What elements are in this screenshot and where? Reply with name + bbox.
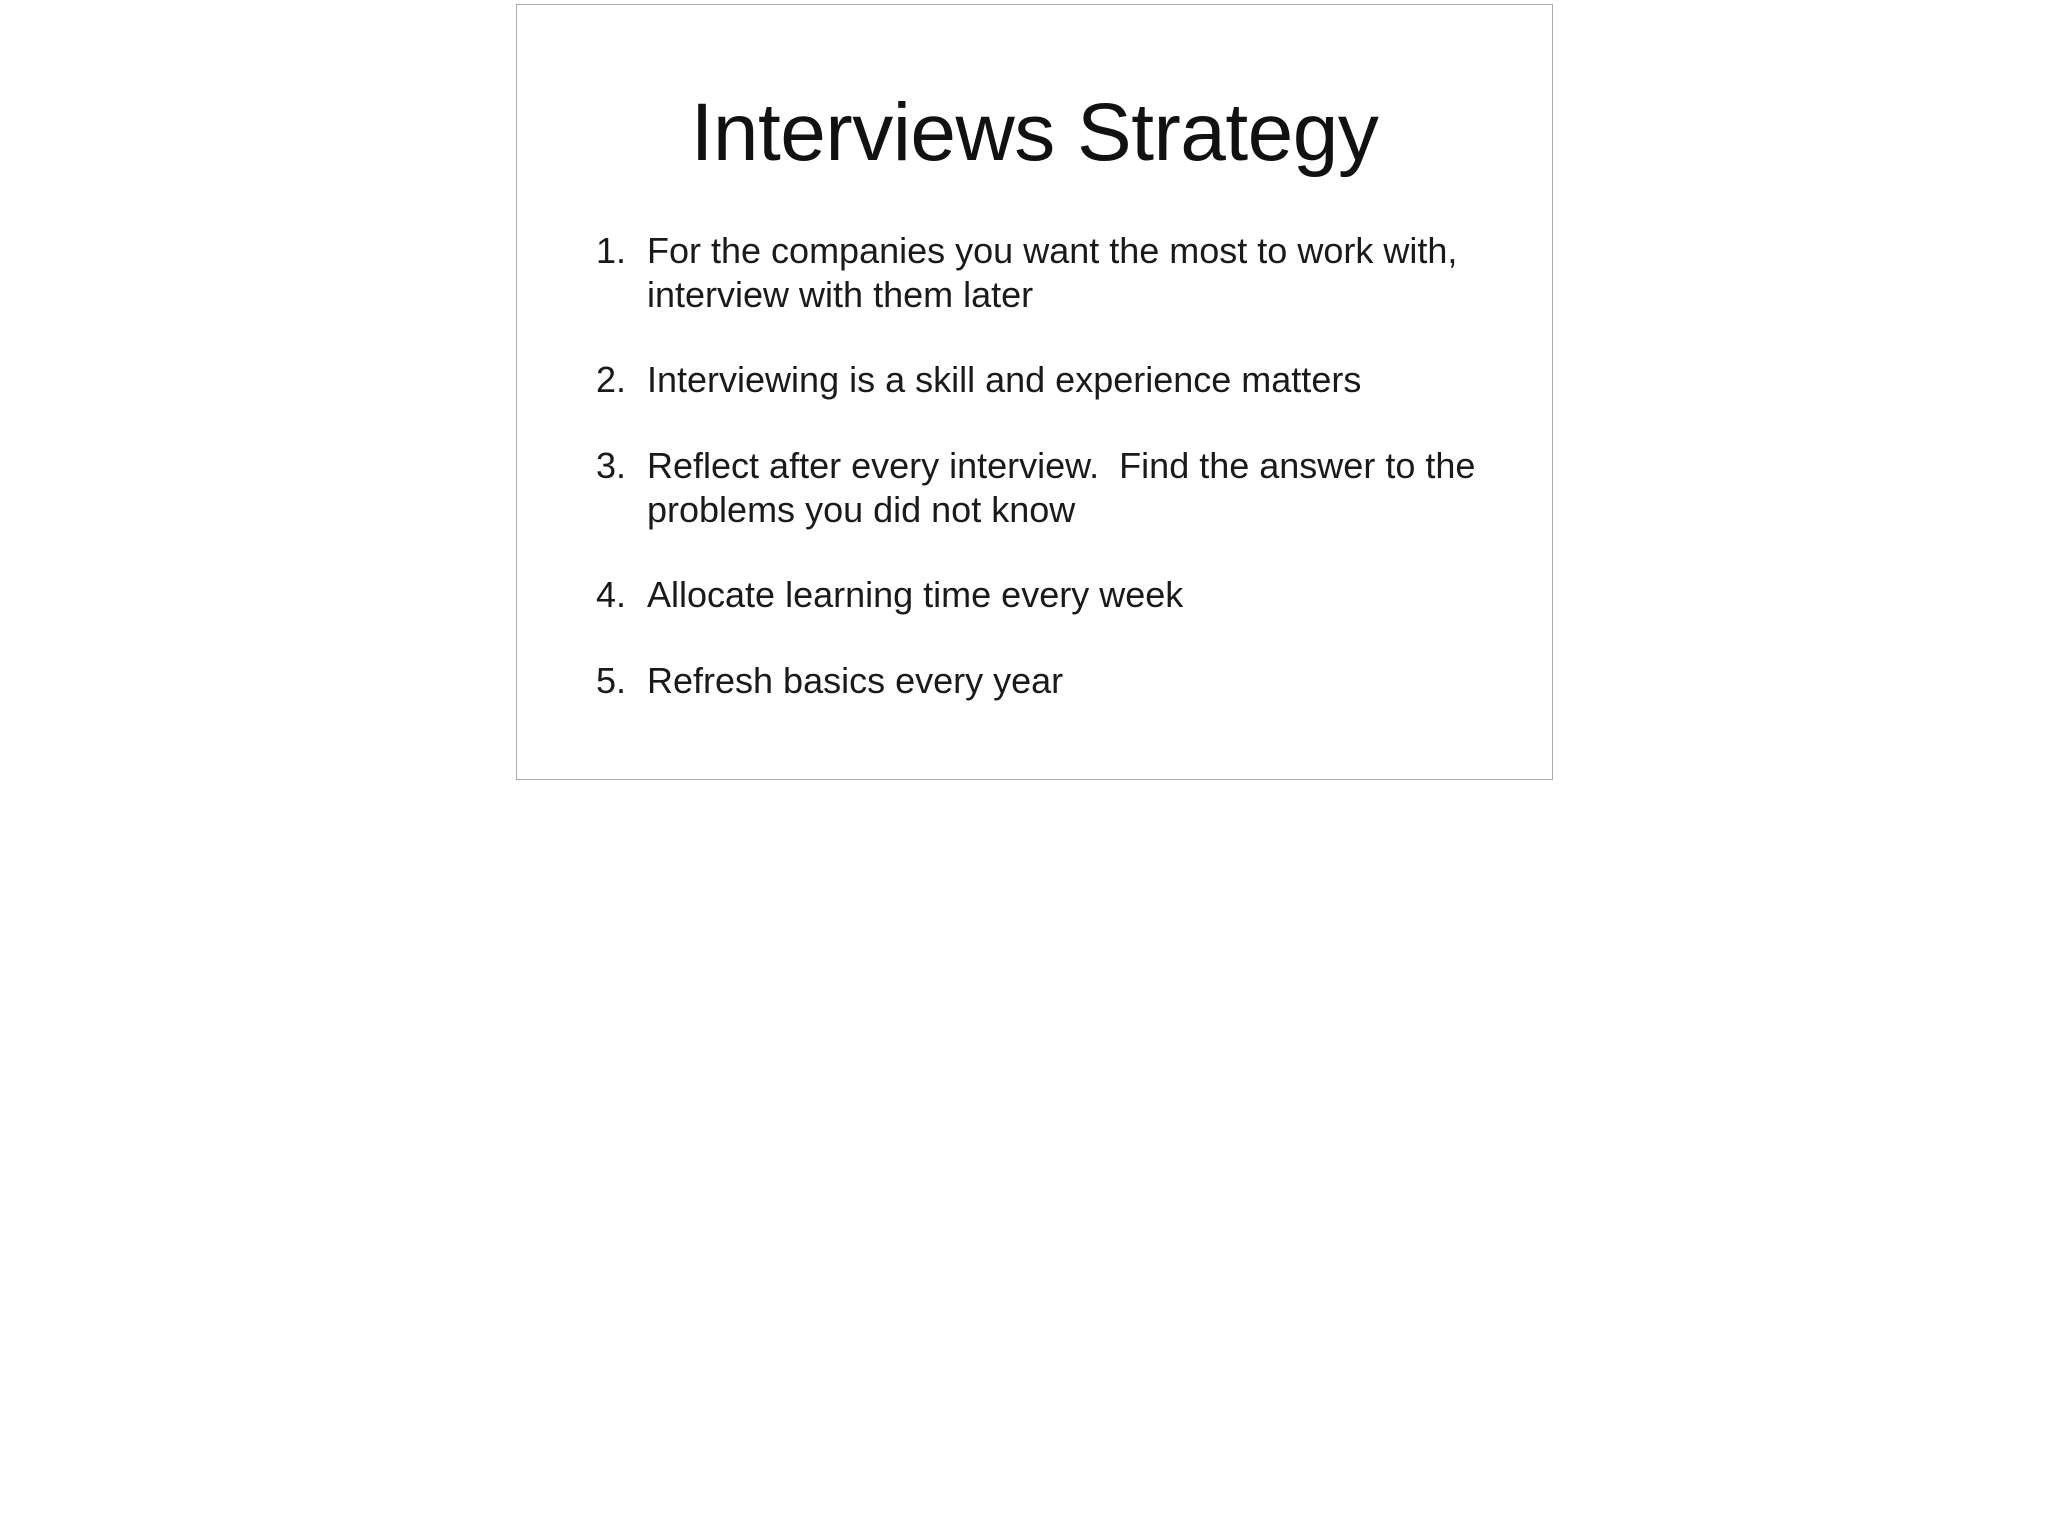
list-item-number: 4. (596, 574, 627, 615)
list-item-number: 2. (596, 359, 627, 400)
slide (516, 4, 1553, 780)
slide-title: Interviews Strategy (690, 87, 1379, 178)
list-item-text: Refresh basics every year (647, 660, 1064, 701)
list-item-number: 3. (596, 445, 627, 486)
list-item-text: Allocate learning time every week (647, 574, 1184, 615)
list-item-text: Reflect after every interview. Find the answer to the problems you did not know (647, 445, 1486, 530)
list-item-number: 5. (596, 660, 627, 701)
list-item-number: 1. (596, 230, 627, 271)
list-item-text: For the companies you want the most to work with, interview with them later (647, 230, 1458, 315)
list-item-text: Interviewing is a skill and experience matters (647, 359, 1362, 400)
